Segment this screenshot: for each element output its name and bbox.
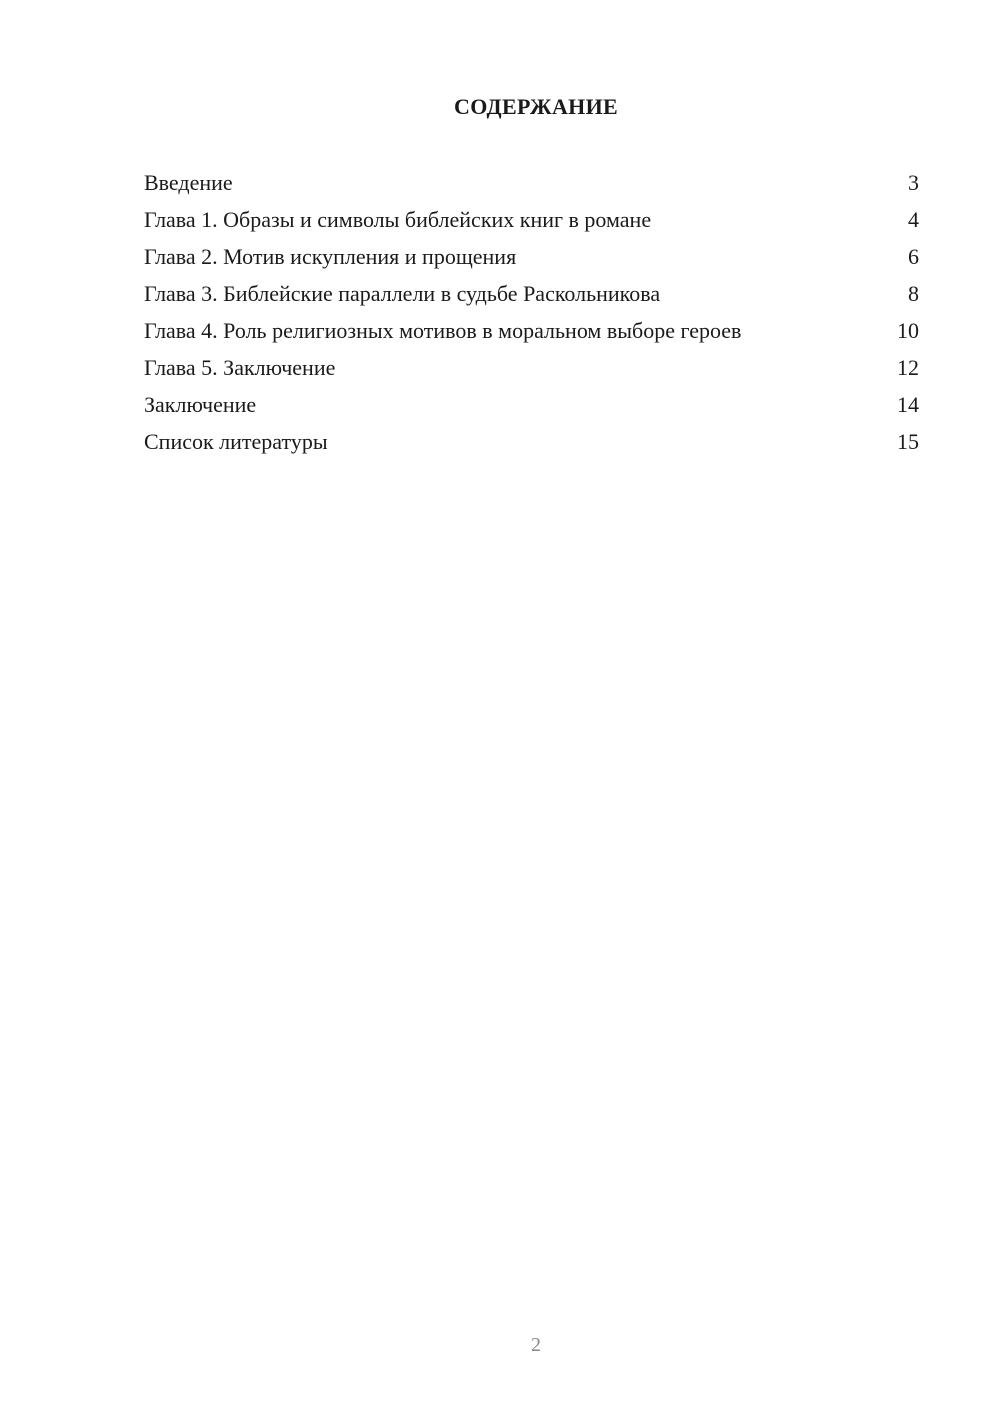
toc-entry[interactable]	[144, 318, 919, 343]
toc-entry-label: Глава 2. Мотив искупления и прощения	[144, 244, 517, 269]
toc-entry[interactable]	[144, 392, 919, 417]
toc-entry[interactable]	[144, 355, 919, 380]
toc-entry[interactable]	[144, 170, 919, 195]
toc-entry-label: Глава 3. Библейские параллели в судьбе Раскольникова	[144, 281, 661, 306]
toc-entry-label: Заключение	[144, 392, 257, 417]
toc-entry-page-number: 14	[897, 392, 919, 417]
page-number: 2	[531, 1334, 541, 1356]
toc-entry[interactable]	[144, 429, 919, 454]
toc-entry[interactable]	[144, 244, 919, 269]
toc-entry-page-number: 8	[908, 281, 919, 306]
toc-entry[interactable]	[144, 207, 919, 232]
toc-entry-label: Глава 4. Роль религиозных мотивов в моральном выборе героев	[144, 318, 742, 343]
toc-entry-label: Список литературы	[144, 429, 328, 454]
toc-entry-page-number: 3	[908, 170, 919, 195]
table-of-contents	[144, 170, 919, 466]
toc-heading: СОДЕРЖАНИЕ	[454, 94, 618, 119]
toc-entry-label: Глава 1. Образы и символы библейских книг в романе	[144, 207, 652, 232]
toc-entry-page-number: 10	[897, 318, 919, 343]
toc-entry-page-number: 4	[908, 207, 919, 232]
toc-entry-page-number: 15	[897, 429, 919, 454]
toc-entry-page-number: 12	[897, 355, 919, 380]
toc-entry-page-number: 6	[908, 244, 919, 269]
toc-entry[interactable]	[144, 281, 919, 306]
toc-entry-label: Глава 5. Заключение	[144, 355, 336, 380]
toc-entry-label: Введение	[144, 170, 233, 195]
